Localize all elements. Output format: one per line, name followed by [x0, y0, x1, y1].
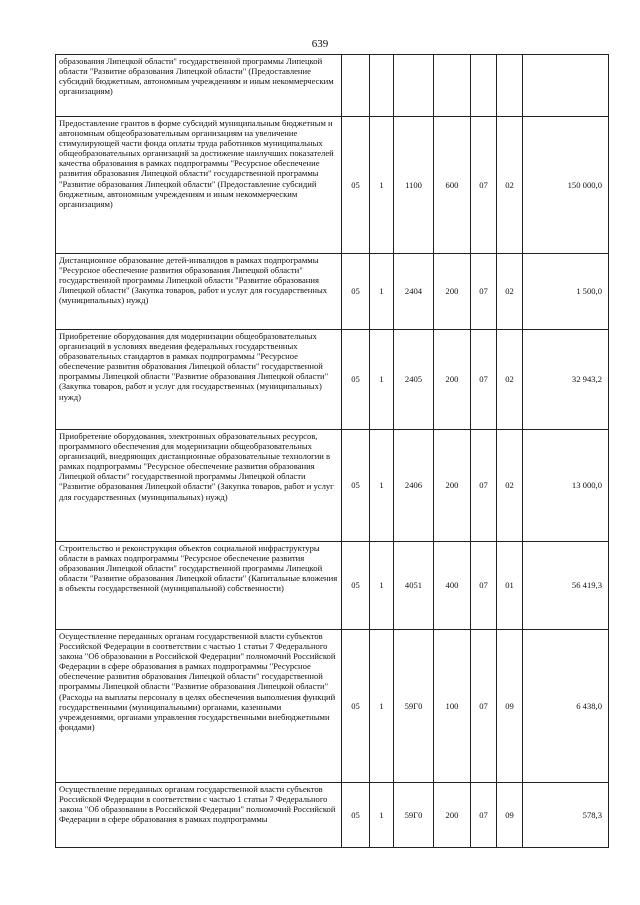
- table-row: [56, 117, 609, 254]
- amount-cell: 1 500,0: [523, 254, 609, 330]
- section-code: 07: [471, 254, 497, 330]
- program-code: 05: [342, 117, 370, 254]
- direction-code: 2405: [394, 330, 434, 430]
- section-code: 07: [471, 330, 497, 430]
- section-code: 07: [471, 630, 497, 783]
- table-row: [56, 330, 609, 430]
- section-code: 07: [471, 542, 497, 630]
- subsection-code: 09: [497, 783, 523, 848]
- amount-cell: 56 419,3: [523, 542, 609, 630]
- row-description: Осуществление переданных органам государственной власти субъектов Российской Федерации в соответствии с частью 1 статьи 7 Федерального закона "Об образовании в Российской Федерации" полномочий Российской Федерации в сфере образования в рамках подпрограммы "Ресурсное обеспечение развития образования Липецкой области" государственной программы Липецкой области "Развитие образования Липецкой области" (Расходы на выплаты персоналу в целях обеспечения выполнения функций государственными (муниципальными) органами, казенными учреждениями, органами управления государственными внебюджетными фондами): [56, 630, 342, 783]
- direction-code: 2406: [394, 430, 434, 542]
- subsection-code: 02: [497, 430, 523, 542]
- amount-cell: 578,3: [523, 783, 609, 848]
- subsection-code: 02: [497, 330, 523, 430]
- subsection-code: [497, 55, 523, 117]
- section-code: 07: [471, 117, 497, 254]
- amount-cell: 6 438,0: [523, 630, 609, 783]
- amount-cell: 150 000,0: [523, 117, 609, 254]
- row-description: Строительство и реконструкция объектов социальной инфраструктуры области в рамках подпрограммы "Ресурсное обеспечение развития образования Липецкой области" государственной программы Липецкой области "Развитие образования Липецкой области" (Капитальные вложения в объекты государственной (муниципальной) собственности): [56, 542, 342, 630]
- program-code: 05: [342, 430, 370, 542]
- direction-code: 1100: [394, 117, 434, 254]
- direction-code: [394, 55, 434, 117]
- amount-cell: [523, 55, 609, 117]
- subprogram-code: 1: [370, 630, 394, 783]
- table-row: [56, 542, 609, 630]
- row-description: Дистанционное образование детей-инвалидов в рамках подпрограммы "Ресурсное обеспечение развития образования Липецкой области" государственной программы Липецкой области "Развитие образования Липецкой области" (Закупка товаров, работ и услуг для государственных (муниципальных) нужд): [56, 254, 342, 330]
- table-body: [56, 55, 609, 848]
- expense-type-code: 200: [434, 330, 471, 430]
- expense-type-code: 200: [434, 430, 471, 542]
- subprogram-code: 1: [370, 330, 394, 430]
- program-code: 05: [342, 630, 370, 783]
- subprogram-code: 1: [370, 542, 394, 630]
- table-row: [56, 254, 609, 330]
- row-description: Приобретение оборудования для модернизации общеобразовательных организаций в условиях введения федеральных государственных образовательных стандартов в рамках подпрограммы "Ресурсное обеспечение развития образования Липецкой области" государственной программы Липецкой области "Развитие образования Липецкой области" (Закупка товаров, работ и услуг для государственных (муниципальных) нужд): [56, 330, 342, 430]
- program-code: 05: [342, 542, 370, 630]
- expense-type-code: 600: [434, 117, 471, 254]
- direction-code: 59Г0: [394, 783, 434, 848]
- budget-table: [55, 54, 609, 848]
- subprogram-code: 1: [370, 783, 394, 848]
- section-code: 07: [471, 430, 497, 542]
- table-row: [56, 430, 609, 542]
- subsection-code: 02: [497, 254, 523, 330]
- table-row: [56, 55, 609, 117]
- row-description: образования Липецкой области" государственной программы Липецкой области "Развитие образования Липецкой области" (Предоставление субсидий бюджетным, автономным учреждениям и иным некоммерческим организациям): [56, 55, 342, 117]
- amount-cell: 13 000,0: [523, 430, 609, 542]
- subprogram-code: 1: [370, 430, 394, 542]
- expense-type-code: 100: [434, 630, 471, 783]
- program-code: 05: [342, 330, 370, 430]
- program-code: 05: [342, 254, 370, 330]
- table-row: [56, 630, 609, 783]
- subsection-code: 09: [497, 630, 523, 783]
- section-code: 07: [471, 783, 497, 848]
- direction-code: 2404: [394, 254, 434, 330]
- program-code: 05: [342, 783, 370, 848]
- direction-code: 4051: [394, 542, 434, 630]
- row-description: Приобретение оборудования, электронных образовательных ресурсов, программного обеспечения для модернизации общеобразовательных организаций, внедряющих дистанционные образовательные технологии в рамках подпрограммы "Ресурсное обеспечение развития образования Липецкой области" государственной программы Липецкой области "Развитие образования Липецкой области" (Закупка товаров, работ и услуг для государственных (муниципальных) нужд): [56, 430, 342, 542]
- expense-type-code: [434, 55, 471, 117]
- subsection-code: 01: [497, 542, 523, 630]
- subprogram-code: [370, 55, 394, 117]
- table-row: [56, 783, 609, 848]
- expense-type-code: 400: [434, 542, 471, 630]
- amount-cell: 32 943,2: [523, 330, 609, 430]
- section-code: [471, 55, 497, 117]
- page-number: 639: [311, 38, 329, 50]
- row-description: Предоставление грантов в форме субсидий муниципальным бюджетным и автономным общеобразовательным организациям на увеличение стимулирующей части фонда оплаты труда работников муниципальных общеобразовательных организаций за достижение наилучших показателей качества образования в рамках подпрограммы "Ресурсное обеспечение развития образования Липецкой области" государственной программы "Развитие образования Липецкой области" (Предоставление субсидий бюджетным, автономным учреждениям и иным некоммерческим организациям): [56, 117, 342, 254]
- row-description: Осуществление переданных органам государственной власти субъектов Российской Федерации в соответствии с частью 1 статьи 7 Федерального закона "Об образовании в Российской Федерации" полномочий Российской Федерации в сфере образования в рамках подпрограммы: [56, 783, 342, 848]
- subprogram-code: 1: [370, 117, 394, 254]
- subprogram-code: 1: [370, 254, 394, 330]
- expense-type-code: 200: [434, 783, 471, 848]
- direction-code: 59Г0: [394, 630, 434, 783]
- expense-type-code: 200: [434, 254, 471, 330]
- subsection-code: 02: [497, 117, 523, 254]
- program-code: [342, 55, 370, 117]
